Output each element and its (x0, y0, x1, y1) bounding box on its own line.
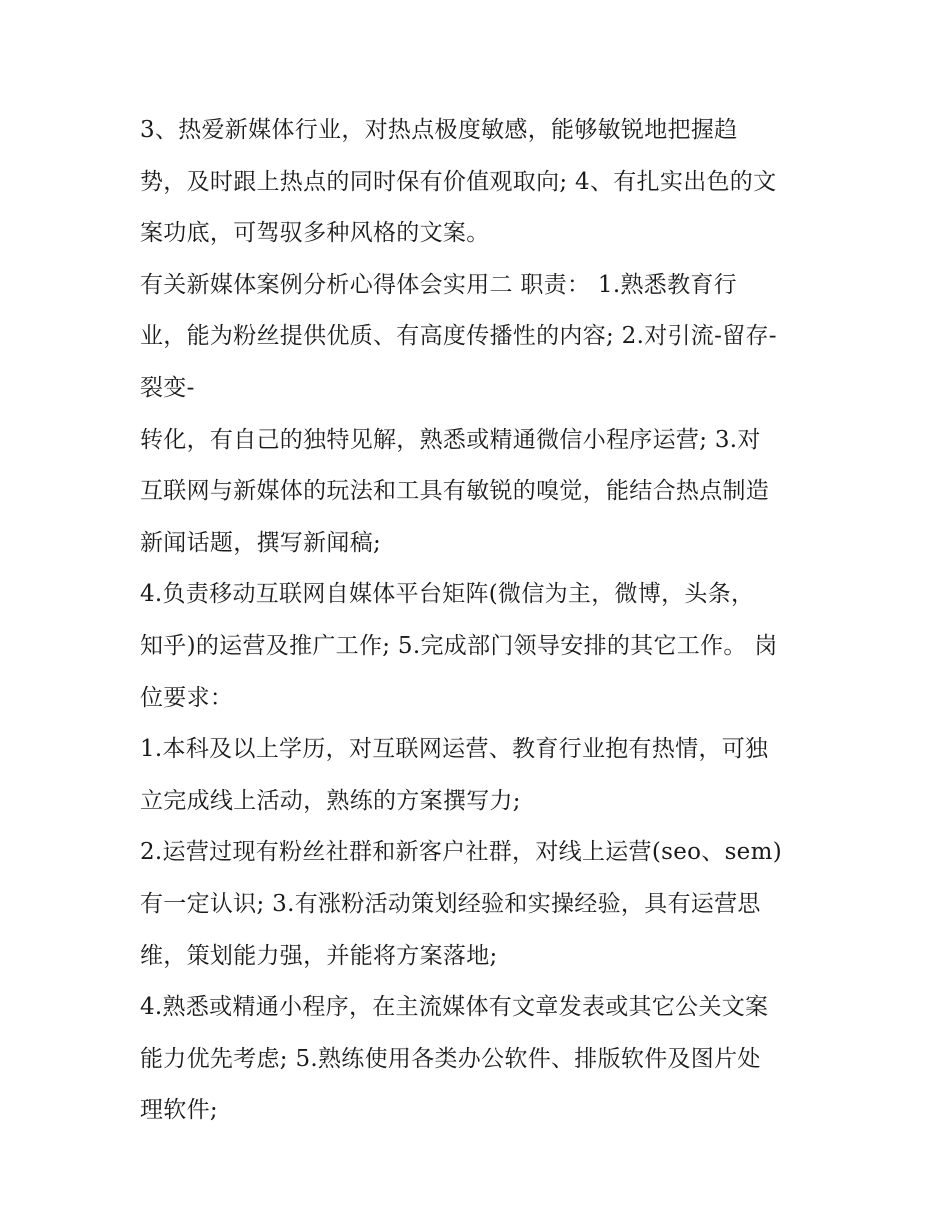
text-line: 势，及时跟上热点的同时保有价值观取向; 4、有扎实出色的文 (140, 168, 777, 195)
text-line: 互联网与新媒体的玩法和工具有敏锐的嗅觉，能结合热点制造 (140, 478, 770, 505)
text-line: 理软件; (140, 1097, 218, 1124)
text-line: 有关新媒体案例分析心得体会实用二 职责： 1.熟悉教育行 (140, 271, 737, 298)
text-line: 4.熟悉或精通小程序，在主流媒体有文章发表或其它公关文案 (140, 994, 769, 1021)
text-line: 立完成线上活动，熟练的方案撰写力; (140, 787, 521, 814)
text-line: 位要求： (140, 684, 234, 711)
text-line: 2.运营过现有粉丝社群和新客户社群，对线上运营(seo、sem) (140, 839, 782, 866)
text-line: 维，策划能力强，并能将方案落地; (140, 942, 498, 969)
text-line: 裂变- (140, 374, 195, 401)
text-line: 案功底，可驾驭多种风格的文案。 (140, 220, 490, 247)
text-line: 转化，有自己的独特见解，熟悉或精通微信小程序运营; 3.对 (140, 426, 761, 453)
text-line: 1.本科及以上学历，对互联网运营、教育行业抱有热情，可独 (140, 736, 769, 763)
document-body (140, 108, 830, 1140)
text-line: 能力优先考虑; 5.熟练使用各类办公软件、排版软件及图片处 (140, 1045, 761, 1072)
text-line: 知乎)的运营及推广工作; 5.完成部门领导安排的其它工作。 岗 (140, 632, 778, 659)
text-line: 4.负责移动互联网自媒体平台矩阵(微信为主，微博，头条， (140, 581, 755, 608)
text-line: 3、热爱新媒体行业，对热点极度敏感，能够敏锐地把握趋 (140, 117, 738, 143)
text-line: 业，能为粉丝提供优质、有高度传播性的内容; 2.对引流-留存- (140, 323, 777, 350)
text-line: 有一定认识; 3.有涨粉活动策划经验和实操经验，具有运营思 (140, 890, 761, 917)
text-line: 新闻话题，撰写新闻稿; (140, 529, 382, 556)
